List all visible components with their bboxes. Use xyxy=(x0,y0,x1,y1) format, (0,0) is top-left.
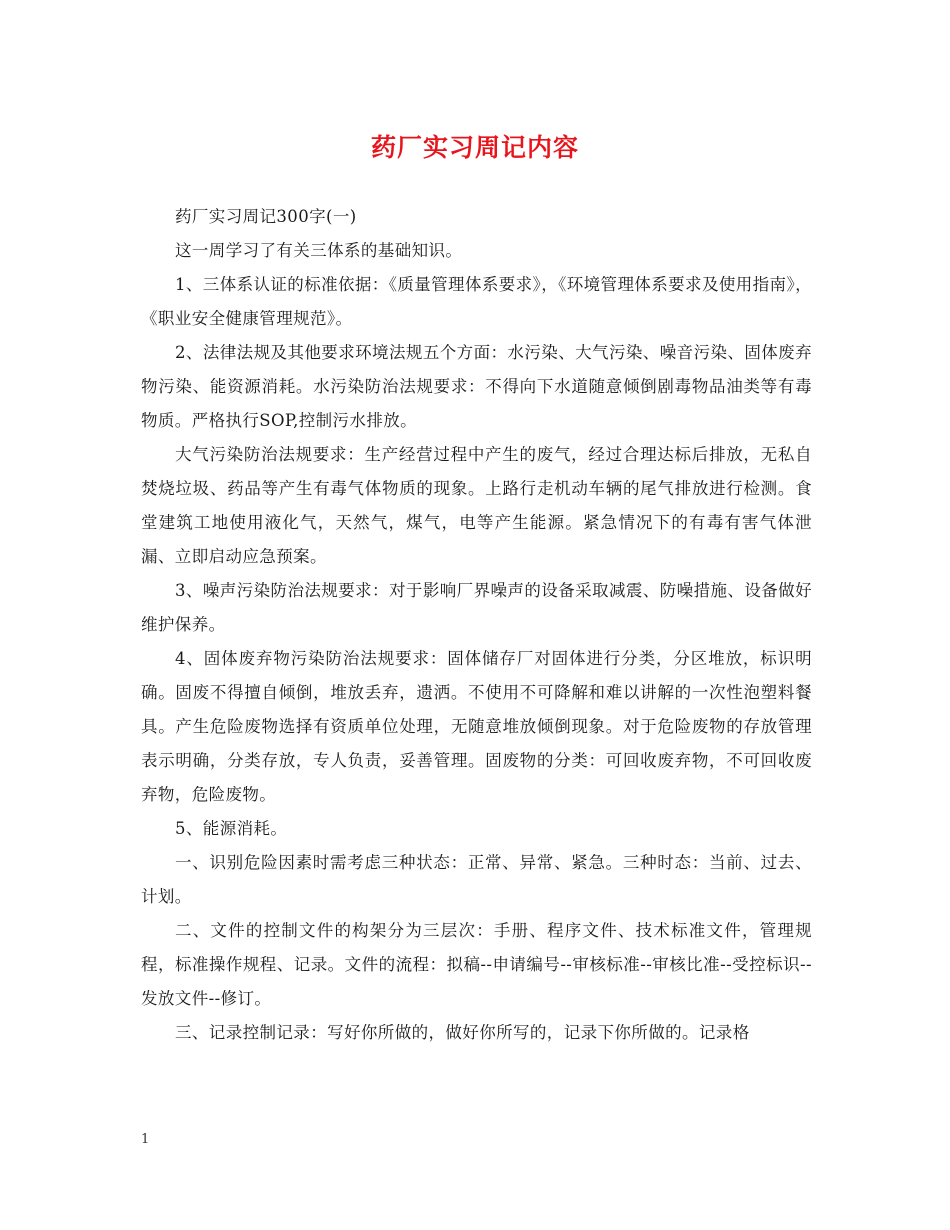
paragraph-intro: 这一周学习了有关三体系的基础知识。 xyxy=(175,241,463,260)
document-body xyxy=(141,200,812,1050)
paragraph-item-2: 2、法律法规及其他要求环境法规五个方面：水污染、大气污染、噪音污染、固体废弃物污染、能资源消耗。水污染防治法规要求：不得向下水道随意倾倒剧毒物品油类等有毒物质。严格执行SOP,控制污水排放。 xyxy=(141,343,812,430)
paragraph-section-1: 一、识别危险因素时需考虑三种状态：正常、异常、紧急。三种时态：当前、过去、计划。 xyxy=(141,853,812,906)
paragraph-section-2: 二、文件的控制文件的构架分为三层次：手册、程序文件、技术标准文件，管理规程，标准操作规程、记录。文件的流程：拟稿--申请编号--审核标准--审核比准--受控标识--发放文件--修订。 xyxy=(141,921,812,1008)
paragraph-item-5: 5、能源消耗。 xyxy=(175,819,288,838)
document-title: 药厂实习周记内容 xyxy=(370,133,579,162)
paragraph-heading: 药厂实习周记300字(一) xyxy=(175,207,357,226)
paragraph-item-1: 1、三体系认证的标准依据：《质量管理体系要求》，《环境管理体系要求及使用指南》，《职业安全健康管理规范》。 xyxy=(141,275,812,328)
paragraph-item-3: 3、噪声污染防治法规要求：对于影响厂界噪声的设备采取减震、防噪措施、设备做好维护保养。 xyxy=(141,581,812,634)
paragraph-item-4: 4、固体废弃物污染防治法规要求：固体储存厂对固体进行分类，分区堆放，标识明确。固废不得擅自倾倒，堆放丢弃，遗洒。不使用不可降解和难以讲解的一次性泡塑料餐具。产生危险废物选择有资质单位处理，无随意堆放倾倒现象。对于危险废物的存放管理表示明确，分类存放，专人负责，妥善管理。固废物的分类：可回收废弃物，不可回收废弃物，危险废物。 xyxy=(141,649,812,804)
page-number: 1 xyxy=(141,1132,150,1147)
paragraph-air-pollution: 大气污染防治法规要求：生产经营过程中产生的废气，经过合理达标后排放，无私自焚烧垃圾、药品等产生有毒气体物质的现象。上路行走机动车辆的尾气排放进行检测。食堂建筑工地使用液化气，天然气，煤气，电等产生能源。紧急情况下的有毒有害气体泄漏、立即启动应急预案。 xyxy=(141,445,812,566)
paragraph-section-3: 三、记录控制记录：写好你所做的，做好你所写的，记录下你所做的。记录格 xyxy=(175,1023,750,1042)
